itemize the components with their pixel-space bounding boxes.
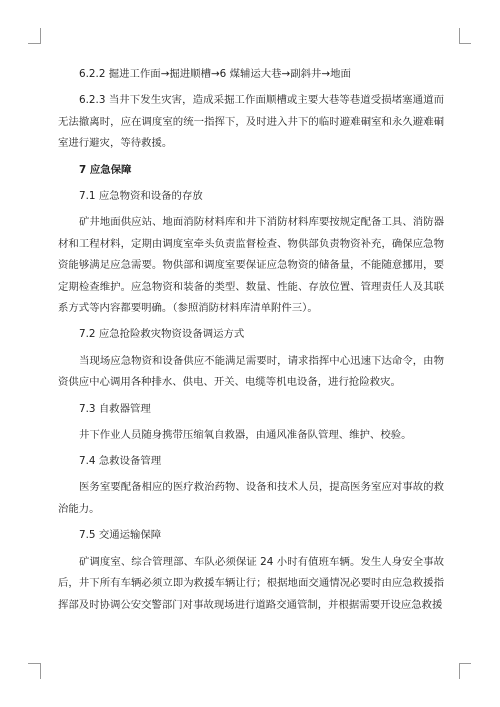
section-heading: 7 应急保障 [79,163,132,176]
paragraph: 井下作业人员随身携带压缩氧自救器，由通风准备队管理、维护、校验。 [79,428,412,441]
crop-mark-bottom-left [40,663,41,679]
paragraph: 6.2.3 当井下发生灾害，造成采掘工作面顺槽或主要大巷等巷道受损堵塞通道而无法撤离时，应在调度室的统一指挥下，及时进入井下的临时避难硐室和永久避难硐室进行避灾，等待救援。 [58,94,444,150]
crop-mark-top-right [459,43,471,44]
crop-mark-bottom-right [459,663,460,679]
subsection-heading: 7.3 自救器管理 [79,402,151,415]
document-body [58,64,444,621]
subsection-heading: 7.1 应急物资和设备的存放 [79,189,203,202]
paragraph: 6.2.2 掘进工作面→掘进顺槽→6 煤辅运大巷→副斜井→地面 [79,68,351,80]
crop-mark-top-left [28,43,40,44]
crop-mark-top-left [40,28,41,44]
paragraph: 矿调度室、综合管理部、车队必须保证 24 小时有值班车辆。发生人身安全事故后，井下所有车辆必须立即为救援车辆让行；根据地面交通情况必要时由应急救援指挥部及时协调公安交警部门对事故现场进行道路交通管制，并根据需要开设应急救援 [58,555,444,611]
subsection-heading: 7.2 应急抢险救灾物资设备调运方式 [79,328,245,341]
subsection-heading: 7.5 交通运输保障 [79,529,162,542]
crop-mark-top-right [459,28,460,44]
crop-mark-bottom-right [459,663,471,664]
paragraph: 矿井地面供应站、地面消防材料库和井下消防材料库要按规定配备工具、消防器材和工程材料，定期由调度室牵头负责监督检查、物供部负责物资补充，确保应急物资能够满足应急需要。物供部和调度室要保证应急物资的储备量，不能随意挪用，要定期检查维护。应急物资和装备的类型、数量、性能、存放位置、管理责任人及其联系方式等内容都要明确。（参照消防材料库清单附件三）。 [58,216,444,315]
paragraph: 当现场应急物资和设备供应不能满足需要时，请求指挥中心迅速下达命令，由物资供应中心调用各种排水、供电、开关、电缆等机电设备，进行抢险救灾。 [58,354,444,389]
paragraph: 医务室要配备相应的医疗救治药物、设备和技术人员，提高医务室应对事故的救治能力。 [58,481,444,515]
crop-mark-bottom-left [28,663,40,664]
subsection-heading: 7.4 急救设备管理 [79,455,162,468]
